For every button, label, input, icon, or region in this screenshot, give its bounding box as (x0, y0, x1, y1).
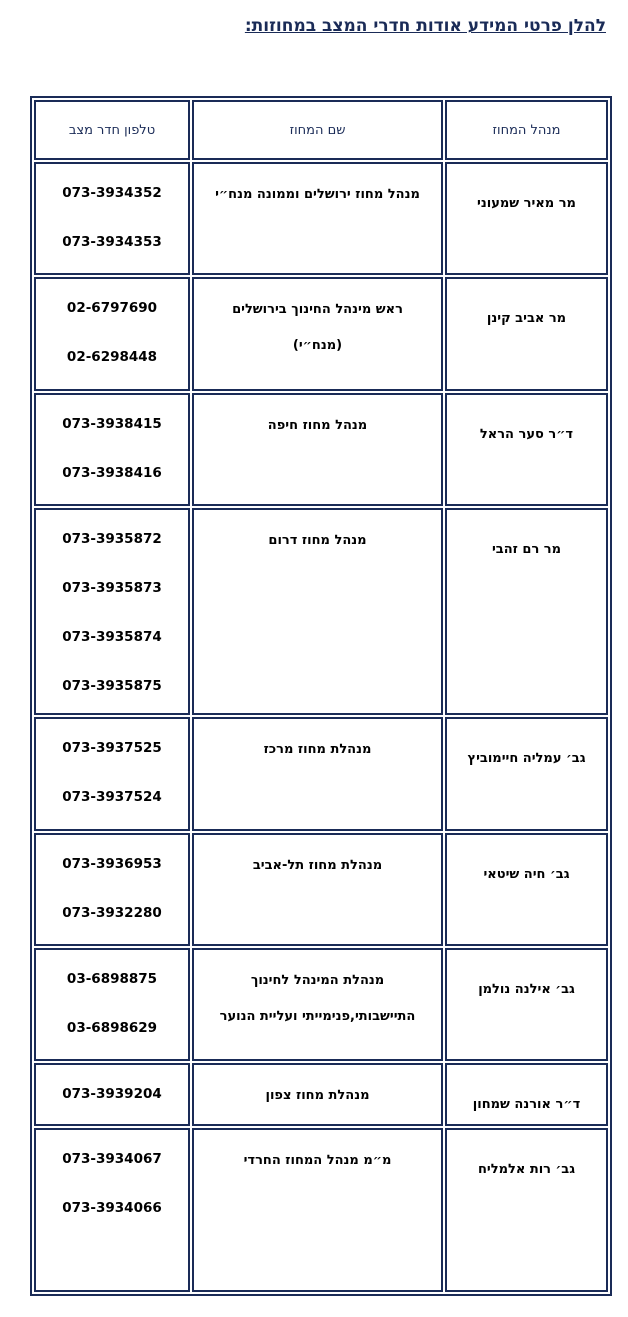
manager-name: מר רם זהבי (491, 541, 562, 557)
district-cell (192, 277, 443, 390)
phone-number: 03-6898629 (66, 1019, 158, 1036)
manager-name: ד״ר אורנה שמחון (472, 1097, 581, 1113)
phone-cell (34, 277, 190, 390)
district-name: (מנח״י) (292, 338, 343, 354)
phone-number: 073-3938415 (62, 415, 162, 432)
phone-cell (34, 1063, 190, 1126)
district-cell (192, 948, 443, 1061)
phone-cell (34, 717, 190, 830)
district-name: מנהל מחוז דרום (268, 532, 367, 548)
table-row (34, 1063, 608, 1126)
manager-cell (445, 508, 608, 715)
phone-number: 073-3932280 (62, 904, 162, 921)
manager-cell (445, 833, 608, 946)
header-district: שם המחוז (192, 100, 443, 160)
phone-cell (34, 1128, 190, 1292)
district-name: ראש מינהל החינוך בירושלים (232, 302, 403, 318)
district-cell (192, 162, 443, 275)
district-name: מנהלת מחוז מרכז (263, 742, 372, 758)
table-row (34, 717, 608, 830)
phone-number: 02-6298448 (66, 349, 158, 366)
table-row (34, 1128, 608, 1292)
phone-number: 03-6898875 (66, 970, 158, 987)
manager-cell (445, 162, 608, 275)
table-row (34, 277, 608, 390)
manager-name: ד״ר סער הראל (479, 426, 574, 442)
table (30, 96, 612, 1296)
manager-name: גב׳ עמליה חיימוביץ (467, 751, 586, 767)
district-cell (192, 393, 443, 506)
district-name: מ״מ מנהל המחוז החרדי (243, 1153, 392, 1168)
manager-cell (445, 948, 608, 1061)
header-phone: טלפון חדר מצב (34, 100, 190, 160)
phone-number: 073-3936953 (62, 855, 162, 872)
header-row (34, 100, 608, 160)
manager-name: מר מאיר שמעוני (477, 196, 576, 211)
manager-name: מר אביב קינן (486, 311, 567, 327)
district-name: מנהלת מחוז צפון (265, 1088, 370, 1104)
manager-cell (445, 1063, 608, 1126)
district-cell (192, 833, 443, 946)
district-name: מנהל מחוז חיפה (267, 417, 368, 433)
phone-number: 073-3935872 (62, 530, 162, 547)
district-name: התיישבותי,פנימייתי ועליית הנוער (219, 1008, 416, 1024)
manager-cell (445, 1128, 608, 1292)
phone-cell (34, 508, 190, 715)
manager-cell (445, 393, 608, 506)
phone-number: 073-3937525 (62, 740, 162, 757)
table-row (34, 948, 608, 1061)
phone-number: 073-3937524 (62, 789, 162, 806)
district-name: מנהלת מחוז תל-אביב (252, 857, 383, 873)
phone-cell (34, 393, 190, 506)
phone-number: 073-3934066 (62, 1200, 162, 1216)
table-row (34, 508, 608, 715)
phone-number: 073-3934353 (62, 234, 162, 250)
phone-number: 073-3935875 (62, 677, 162, 694)
header-manager: מנהל המחוז (445, 100, 608, 160)
table-row (34, 833, 608, 946)
phone-number: 073-3934352 (62, 185, 162, 201)
phone-cell (34, 162, 190, 275)
page-title: להלן פרטי המידע אודות חדרי המצב במחוזות: (244, 16, 606, 36)
phone-number: 073-3935874 (62, 628, 162, 645)
district-cell (192, 1063, 443, 1126)
phone-number: 073-3938416 (62, 464, 162, 481)
phone-number: 073-3935873 (62, 579, 162, 596)
district-cell (192, 508, 443, 715)
table-row (34, 393, 608, 506)
situation-rooms-table (30, 96, 612, 1296)
district-name: מנהלת המינהל לחינוך (250, 972, 385, 988)
manager-name: גב׳ אילנה נולמן (478, 981, 575, 997)
manager-cell (445, 277, 608, 390)
manager-name: גב׳ רות אלמליח (477, 1162, 576, 1177)
manager-cell (445, 717, 608, 830)
phone-number: 073-3939204 (62, 1086, 162, 1103)
table-row (34, 162, 608, 275)
manager-name: גב׳ חיה שיטאי (483, 866, 570, 882)
district-name: מנהל מחוז ירושלים וממונה מנח״י (215, 187, 420, 202)
district-cell (192, 1128, 443, 1292)
phone-cell (34, 948, 190, 1061)
phone-number: 02-6797690 (66, 300, 158, 317)
phone-number: 073-3934067 (62, 1151, 162, 1167)
district-cell (192, 717, 443, 830)
phone-cell (34, 833, 190, 946)
